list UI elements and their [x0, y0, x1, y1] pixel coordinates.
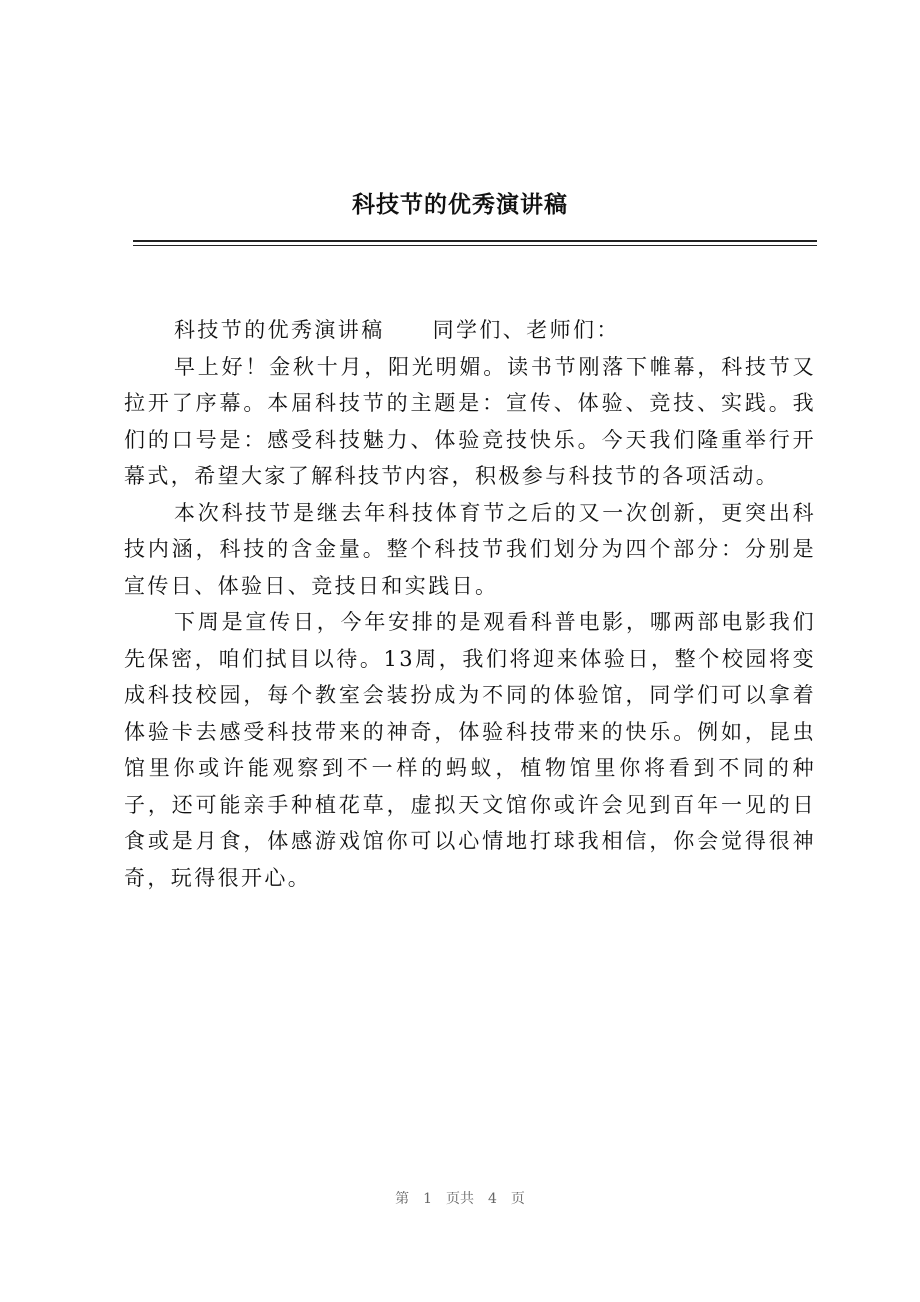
footer-label-page: 第 — [395, 1191, 410, 1207]
intro-greeting: 同学们、老师们： — [432, 318, 620, 342]
body-paragraph-2: 本次科技节是继去年科技体育节之后的又一次创新，更突出科技内涵，科技的含金量。整个科技节我们划分为四个部分：分别是宣传日、体验日、竞技日和实践日。 — [124, 500, 816, 598]
title-underline-thin — [133, 245, 817, 246]
intro-paragraph — [124, 312, 816, 349]
footer-label-pages: 页 — [510, 1191, 525, 1207]
footer-total-pages: 4 — [488, 1191, 497, 1207]
body-paragraph-3: 下周是宣传日，今年安排的是观看科普电影，哪两部电影我们先保密，咱们拭目以待。13周，我们将迎来体验日，整个校园将变成科技校园，每个教室会装扮成为不同的体验馆，同学们可以拿着体验卡去感受科技带来的神奇，体验科技带来的快乐。例如，昆虫馆里你或许能观察到不一样的蚂蚁，植物馆里你将看到不同的种子，还可能亲手种植花草，虚拟天文馆你或许会见到百年一见的日食或是月食，体感游戏馆你可以心情地打球我相信，你会觉得很神奇，玩得很开心。 — [124, 610, 816, 890]
document-title: 科技节的优秀演讲稿 — [352, 191, 568, 218]
title-underline-thick — [133, 240, 817, 242]
body-paragraph-1: 早上好！金秋十月，阳光明媚。读书节刚落下帷幕，科技节又拉开了序幕。本届科技节的主题是：宣传、体验、竞技、实践。我们的口号是：感受科技魅力、体验竞技快乐。今天我们隆重举行开幕式，希望大家了解科技节内容，积极参与科技节的各项活动。 — [124, 354, 816, 488]
document-body — [124, 312, 816, 896]
footer-current-page: 1 — [423, 1191, 432, 1207]
intro-heading: 科技节的优秀演讲稿 — [174, 318, 385, 342]
footer-label-of: 页共 — [446, 1191, 474, 1207]
page-footer — [0, 1188, 920, 1208]
